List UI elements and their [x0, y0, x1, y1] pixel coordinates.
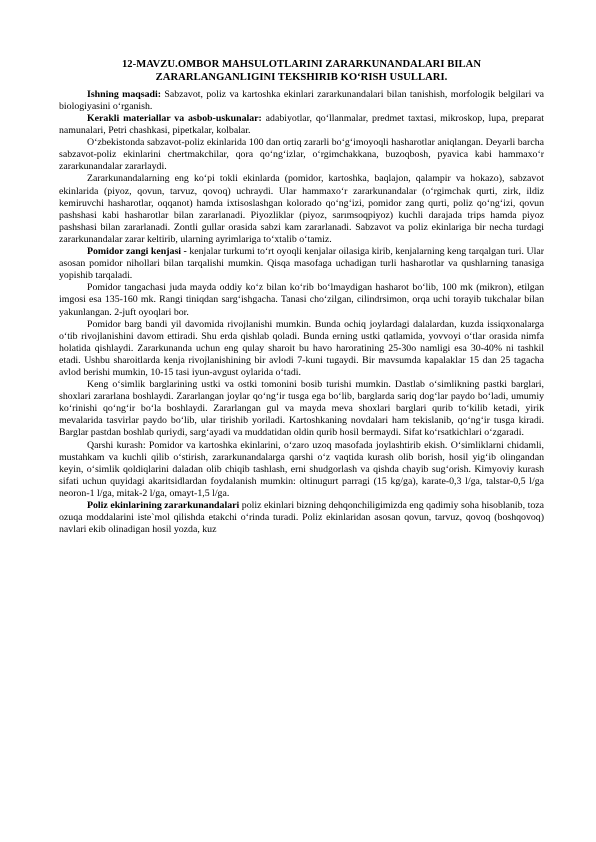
paragraph-tomato-mite [59, 246, 544, 282]
paragraph-text: kenjalar turkumi to‘rt oyoqli kenjalar oilasiga kirib, kenjalarning keng tarqalgan turi. Ular asosan pomidor nihollari bilan tarqalishi mumkin. Qisqa masofaga uchadigan turli hasharotlar va qushlarning tanasiga yopishib tarqaladi. [59, 246, 545, 282]
paragraph-text: adabiyotlar, qo‘llanmalar, predmet taxtasi, mikroskop, lupa, preparat namunalari, Petri chashkasi, pipetkalar, kolbalar. [59, 113, 544, 137]
paragraph [59, 173, 544, 246]
paragraph-control [59, 440, 544, 500]
paragraph-text: Qarshi kurash: Pomidor va kartoshka ekinlarini, o‘zaro uzoq masofada joylashtirib ekish. O‘simliklarni chidamli, mustahkam va kuchli qilib o‘stirish, zararkunandalarga qarshi o‘z vaqtida kurash olib borish, hosil yig‘ib olingandan keyin, o‘simlik qoldiqlarini daladan olib chiqib tashlash, erni shudgorlash va qishda chayib sug‘orish. Kimyoviy kurash sifati uchun quyidagi akaritsidlardan foydalanish mumkin: oltinugurt parragi (15 kg/ga), karate-0,3 l/ga, talstar-0,5 l/ga neoron-1 l/ga, mitak-2 l/ga, omayt-1,5 l/ga. [59, 439, 544, 499]
title-line-2: ZARARLANGANLIGINI TEKSHIRIB KO‘RISH USULLARI. [155, 72, 448, 84]
paragraph-lead: Ishning maqsadi: [87, 88, 161, 100]
page-title [59, 58, 544, 85]
paragraph [59, 137, 544, 173]
paragraph [59, 319, 544, 379]
paragraph-text: Sabzavot, poliz va kartoshka ekinlari zararkunandalari bilan tanishish, morfologik belgilari va biologiyasini o‘rganish. [59, 88, 545, 112]
paragraph-text: Pomidor barg bandi yil davomida rivojlanishi mumkin. Bunda ochiq joylardagi dalalardan, kuzda issiqxonalarga o‘tib rivojlanishini davom ettiradi. Shu erda qishlab qoladi. Bunda erning ustki qatlamida, yovvoyi o‘tlar orasida nimfa holatida qishlaydi. Zararkunanda uchun eng qulay sharoit bu havo haroratining 25-30o namligi esa 30-40% ni tashkil etadi. Ushbu sharoitlarda kenja rivojlanishining bir avlodi 7-kuni tugaydi. Bir mavsumda kapalaklar 15 dan 25 tagacha avlod berishi mumkin, 10-15 tasi iyun-avgust oylarida o‘tadi. [59, 318, 544, 378]
paragraph-text: Pomidor tangachasi juda mayda oddiy ko‘z bilan ko‘rib bo‘lmaydigan hasharot bo‘lib, 100 mk (mikron), etilgan imgosi esa 135-160 mk. Rangi tiniqdan sarg‘ishgacha. Tanasi cho‘zilgan, cilindrsimon, orqa uchi torayib tukchalar bilan yakunlangan. 2-juft oyoqlari bor. [59, 282, 544, 318]
paragraph-lead: Poliz ekinlarining zararkunandalari [87, 500, 240, 511]
paragraph-text: Keng o‘simlik barglarining ustki va ostki tomonini bosib turishi mumkin. Dastlab o‘simlikning pastki barglari, shoxlari zararlana boshlaydi. Zararlangan joylar qo‘ng‘ir tusga ega bo‘lib, barglarda sariq dog‘lar paydo bo‘ladi, umumiy ko‘rinishi qo‘ng‘ir bo‘la boshlaydi. Zararlangan gul va mayda meva shoxlari barglari qurib to‘kilib ketadi, yirik mevalarida tasvirlar paydo bo‘lib, ular tirishib yoriladi. Kartoshkaning novdalari ham tekislanib, qo‘ng‘ir tusga kiradi. Barglar pastdan boshlab quriydi, sarg‘ayadi va muddatidan oldin qurib hosil bermaydi. Sifat ko‘rsatkichlari o‘zgaradi. [59, 379, 544, 439]
paragraph-melon-pests [59, 500, 544, 536]
title-line-1: 12-MAVZU.OMBOR MAHSULOTLARINI ZARARKUNANDALARI BILAN [121, 59, 482, 70]
paragraph-materials [59, 113, 544, 137]
paragraph-text: O‘zbekistonda sabzavot-poliz ekinlarida 100 dan ortiq zararli bo‘g‘imoyoqli hasharotlar aniqlangan. Deyarli barcha sabzavot-poliz ekinlarini chertmakchilar, qora qo‘ng‘izlar, o‘rgimchakkana, buzoqbosh, pyavica kabi hammaxo‘r zararkunandalar zararlaydi. [59, 137, 544, 173]
paragraph [59, 379, 544, 439]
paragraph-goal [59, 89, 544, 113]
paragraph-text: poliz ekinlari bizning dehqonchiligimizda eng qadimiy soha hisoblanib, toza ozuqa moddalarini iste`mol qilishda etakchi o‘rinda turadi. Poliz ekinlaridan asosan qovun, tarvuz, qovoq (boshqovoq) navlari ekib olinadigan hosil yozda, kuz [59, 500, 544, 536]
paragraph-text: Zararkunandalarning eng ko‘pi tokli ekinlarda (pomidor, kartoshka, baqlajon, qalampir va hokazo), sabzavot ekinlarida (piyoz, qovun, tarvuz, qovoq) uchraydi. Ular hammaxo‘r zararkunandalar (o‘rgimchak qurti, zirk, ildiz kemiruvchi hasharotlar, oqqanot) hamda ixtisoslashgan kolorado qo‘ng‘izi, pomidor zang qurti, poliz qo‘ng‘izi, qovun pashshasi kabi hasharotlar bilan zararlanadi. Piyozliklar (piyoz, sarımsoqpiyoz) kuchli darajada trips hamda piyoz pashshasi bilan zararlanadi. Zontli gullar orasida sabzi kam zararlanadi. Sabzavot va poliz ekinlariga bir necha turdagi zararkunandalar zarar keltirib, ularning ayrimlariga to‘xtalib o‘tamiz. [59, 173, 544, 245]
paragraph-lead: Pomidor zangi kenjasi - [87, 246, 187, 258]
paragraph [59, 282, 544, 318]
paragraph-lead: Kerakli materiallar va asbob-uskunalar: [87, 113, 262, 124]
